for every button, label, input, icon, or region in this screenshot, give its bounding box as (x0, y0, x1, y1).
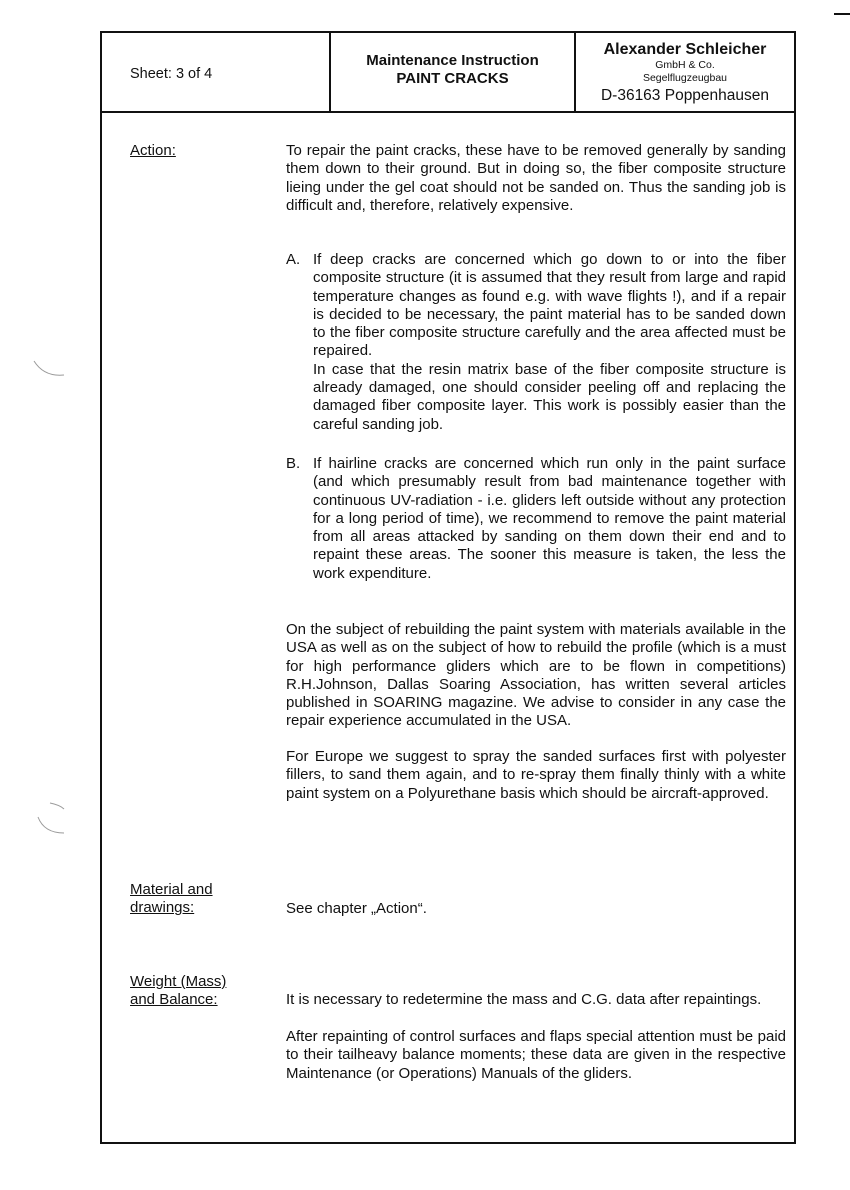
weight-label-line-2: and Balance: (130, 991, 218, 1008)
material-label-line-1: Material and (130, 881, 213, 898)
company-cell (576, 33, 794, 111)
material-text: See chapter „Action“. (286, 900, 427, 917)
item-b-text: If hairline cracks are concerned which run only in the paint surface (and which presumably result from bad maintenance together with continuous UV-radiation - i.e. gliders left outside without any protection for a long period of time), we recommend to remove the paint material from all areas attacked by sanding on them down their end and to repaint these areas. The sooner this measure is taken, the less the work expenditure. (313, 455, 786, 582)
document-title (331, 52, 574, 88)
material-label-line-2: drawings: (130, 899, 195, 916)
weight-label (130, 973, 226, 1009)
company-address: D-36163 Poppenhausen (600, 87, 770, 104)
weight-text-1: It is necessary to redetermine the mass and C.G. data after repaintings. (286, 991, 762, 1008)
list-item-b (286, 455, 786, 583)
item-a-text-2: In case that the resin matrix base of the fiber composite structure is already damaged, one should consider peeling off and replacing the damaged fiber composite layer. This work is possibly easier than the careful sanding job. (313, 360, 786, 433)
action-label: Action: (130, 142, 176, 159)
usa-paragraph: On the subject of rebuilding the paint system with materials available in the USA as well as on the subject of how to rebuild the profile (which is a must for high performance gliders which are to be flown in competitions) R.H.Johnson, Dallas Soaring Association, has written several articles published in SOARING magazine. We advise to consider in any case the repair experience accumulated in the USA. (286, 621, 786, 730)
punch-hole-mark-lower (30, 795, 70, 845)
weight-text-2: After repainting of control surfaces and flaps special attention must be paid to their tailheavy balance moments; these data are given in the respective Maintenance (or Operations) Manuals of the gliders. (286, 1028, 786, 1082)
list-marker-a: A. (286, 251, 301, 268)
corner-mark (834, 13, 850, 15)
sheet-number: Sheet: 3 of 4 (130, 66, 213, 82)
sheet-cell (102, 33, 331, 111)
title-line-2: PAINT CRACKS (396, 70, 509, 87)
company-sub: Segelflugzeugbau (642, 72, 728, 84)
material-label (130, 881, 213, 917)
action-intro: To repair the paint cracks, these have to be removed generally by sanding them down to their ground. But in doing so, the fiber composite structure lieing under the gel coat should not be sanded on. Thus the sanding job is difficult and, therefore, relatively expensive. (286, 142, 786, 214)
punch-hole-mark-upper (30, 355, 70, 385)
list-item-a (286, 251, 786, 434)
company-name: Alexander Schleicher (603, 41, 767, 58)
europe-paragraph: For Europe we suggest to spray the sanded surfaces first with polyester fillers, to sand them again, and to re-spray them finally thinly with a white paint system on a Polyurethane basis which should be aircraft-approved. (286, 748, 786, 802)
document-frame (100, 31, 796, 1144)
company-info (576, 40, 794, 106)
item-a-text-1: If deep cracks are concerned which go down to or into the fiber composite structure (it is assumed that they result from large and rapid temperature changes as found e.g. with wave flights !), and if a repair is decided to be necessary, the paint material has to be sanded down to the fiber composite structure carefully and the area affected must be repaired. (313, 251, 786, 360)
title-line-1: Maintenance Instruction (366, 52, 539, 69)
weight-label-line-1: Weight (Mass) (130, 973, 227, 990)
list-marker-b: B. (286, 455, 301, 472)
company-form: GmbH & Co. (655, 59, 715, 71)
title-cell (331, 33, 576, 111)
document-header (102, 33, 794, 113)
